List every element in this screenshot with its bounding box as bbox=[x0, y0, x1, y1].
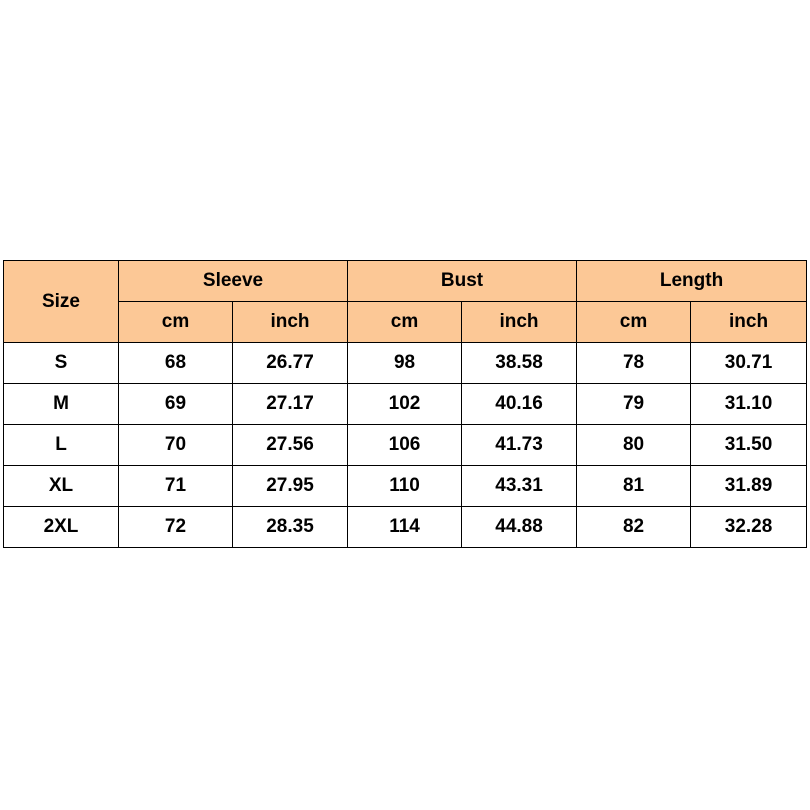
measurement-cell: 81 bbox=[577, 466, 691, 507]
table-row bbox=[4, 384, 807, 425]
table-row bbox=[4, 343, 807, 384]
measurement-cell: 28.35 bbox=[233, 507, 348, 548]
measurement-cell: 79 bbox=[577, 384, 691, 425]
measurement-cell: 43.31 bbox=[462, 466, 577, 507]
measurement-cell: 78 bbox=[577, 343, 691, 384]
unit-header: inch bbox=[233, 302, 348, 343]
measurement-cell: 44.88 bbox=[462, 507, 577, 548]
measurement-cell: 38.58 bbox=[462, 343, 577, 384]
measurement-cell: 98 bbox=[348, 343, 462, 384]
measurement-cell: 68 bbox=[119, 343, 233, 384]
size-cell: M bbox=[4, 384, 119, 425]
size-cell: S bbox=[4, 343, 119, 384]
measurement-cell: 31.10 bbox=[691, 384, 807, 425]
measurement-cell: 27.56 bbox=[233, 425, 348, 466]
measurement-cell: 32.28 bbox=[691, 507, 807, 548]
measurement-cell: 31.50 bbox=[691, 425, 807, 466]
size-chart-table bbox=[3, 260, 807, 548]
size-header: Size bbox=[4, 261, 119, 343]
measurement-cell: 40.16 bbox=[462, 384, 577, 425]
unit-header: cm bbox=[577, 302, 691, 343]
table-row bbox=[4, 507, 807, 548]
measurement-cell: 114 bbox=[348, 507, 462, 548]
size-cell: 2XL bbox=[4, 507, 119, 548]
measurement-cell: 27.95 bbox=[233, 466, 348, 507]
measurement-cell: 26.77 bbox=[233, 343, 348, 384]
unit-header: inch bbox=[462, 302, 577, 343]
measurement-cell: 41.73 bbox=[462, 425, 577, 466]
table-row bbox=[4, 466, 807, 507]
unit-header: inch bbox=[691, 302, 807, 343]
measurement-cell: 72 bbox=[119, 507, 233, 548]
table-row bbox=[4, 425, 807, 466]
unit-header: cm bbox=[119, 302, 233, 343]
bust-header: Bust bbox=[348, 261, 577, 302]
size-cell: XL bbox=[4, 466, 119, 507]
measurement-cell: 69 bbox=[119, 384, 233, 425]
measurement-cell: 80 bbox=[577, 425, 691, 466]
measurement-cell: 70 bbox=[119, 425, 233, 466]
header-unit-row bbox=[4, 302, 807, 343]
measurement-cell: 110 bbox=[348, 466, 462, 507]
unit-header: cm bbox=[348, 302, 462, 343]
measurement-cell: 27.17 bbox=[233, 384, 348, 425]
measurement-cell: 71 bbox=[119, 466, 233, 507]
size-chart-body bbox=[4, 343, 807, 548]
measurement-cell: 30.71 bbox=[691, 343, 807, 384]
measurement-cell: 31.89 bbox=[691, 466, 807, 507]
measurement-cell: 82 bbox=[577, 507, 691, 548]
measurement-cell: 106 bbox=[348, 425, 462, 466]
measurement-cell: 102 bbox=[348, 384, 462, 425]
length-header: Length bbox=[577, 261, 807, 302]
size-cell: L bbox=[4, 425, 119, 466]
sleeve-header: Sleeve bbox=[119, 261, 348, 302]
header-group-row bbox=[4, 261, 807, 302]
